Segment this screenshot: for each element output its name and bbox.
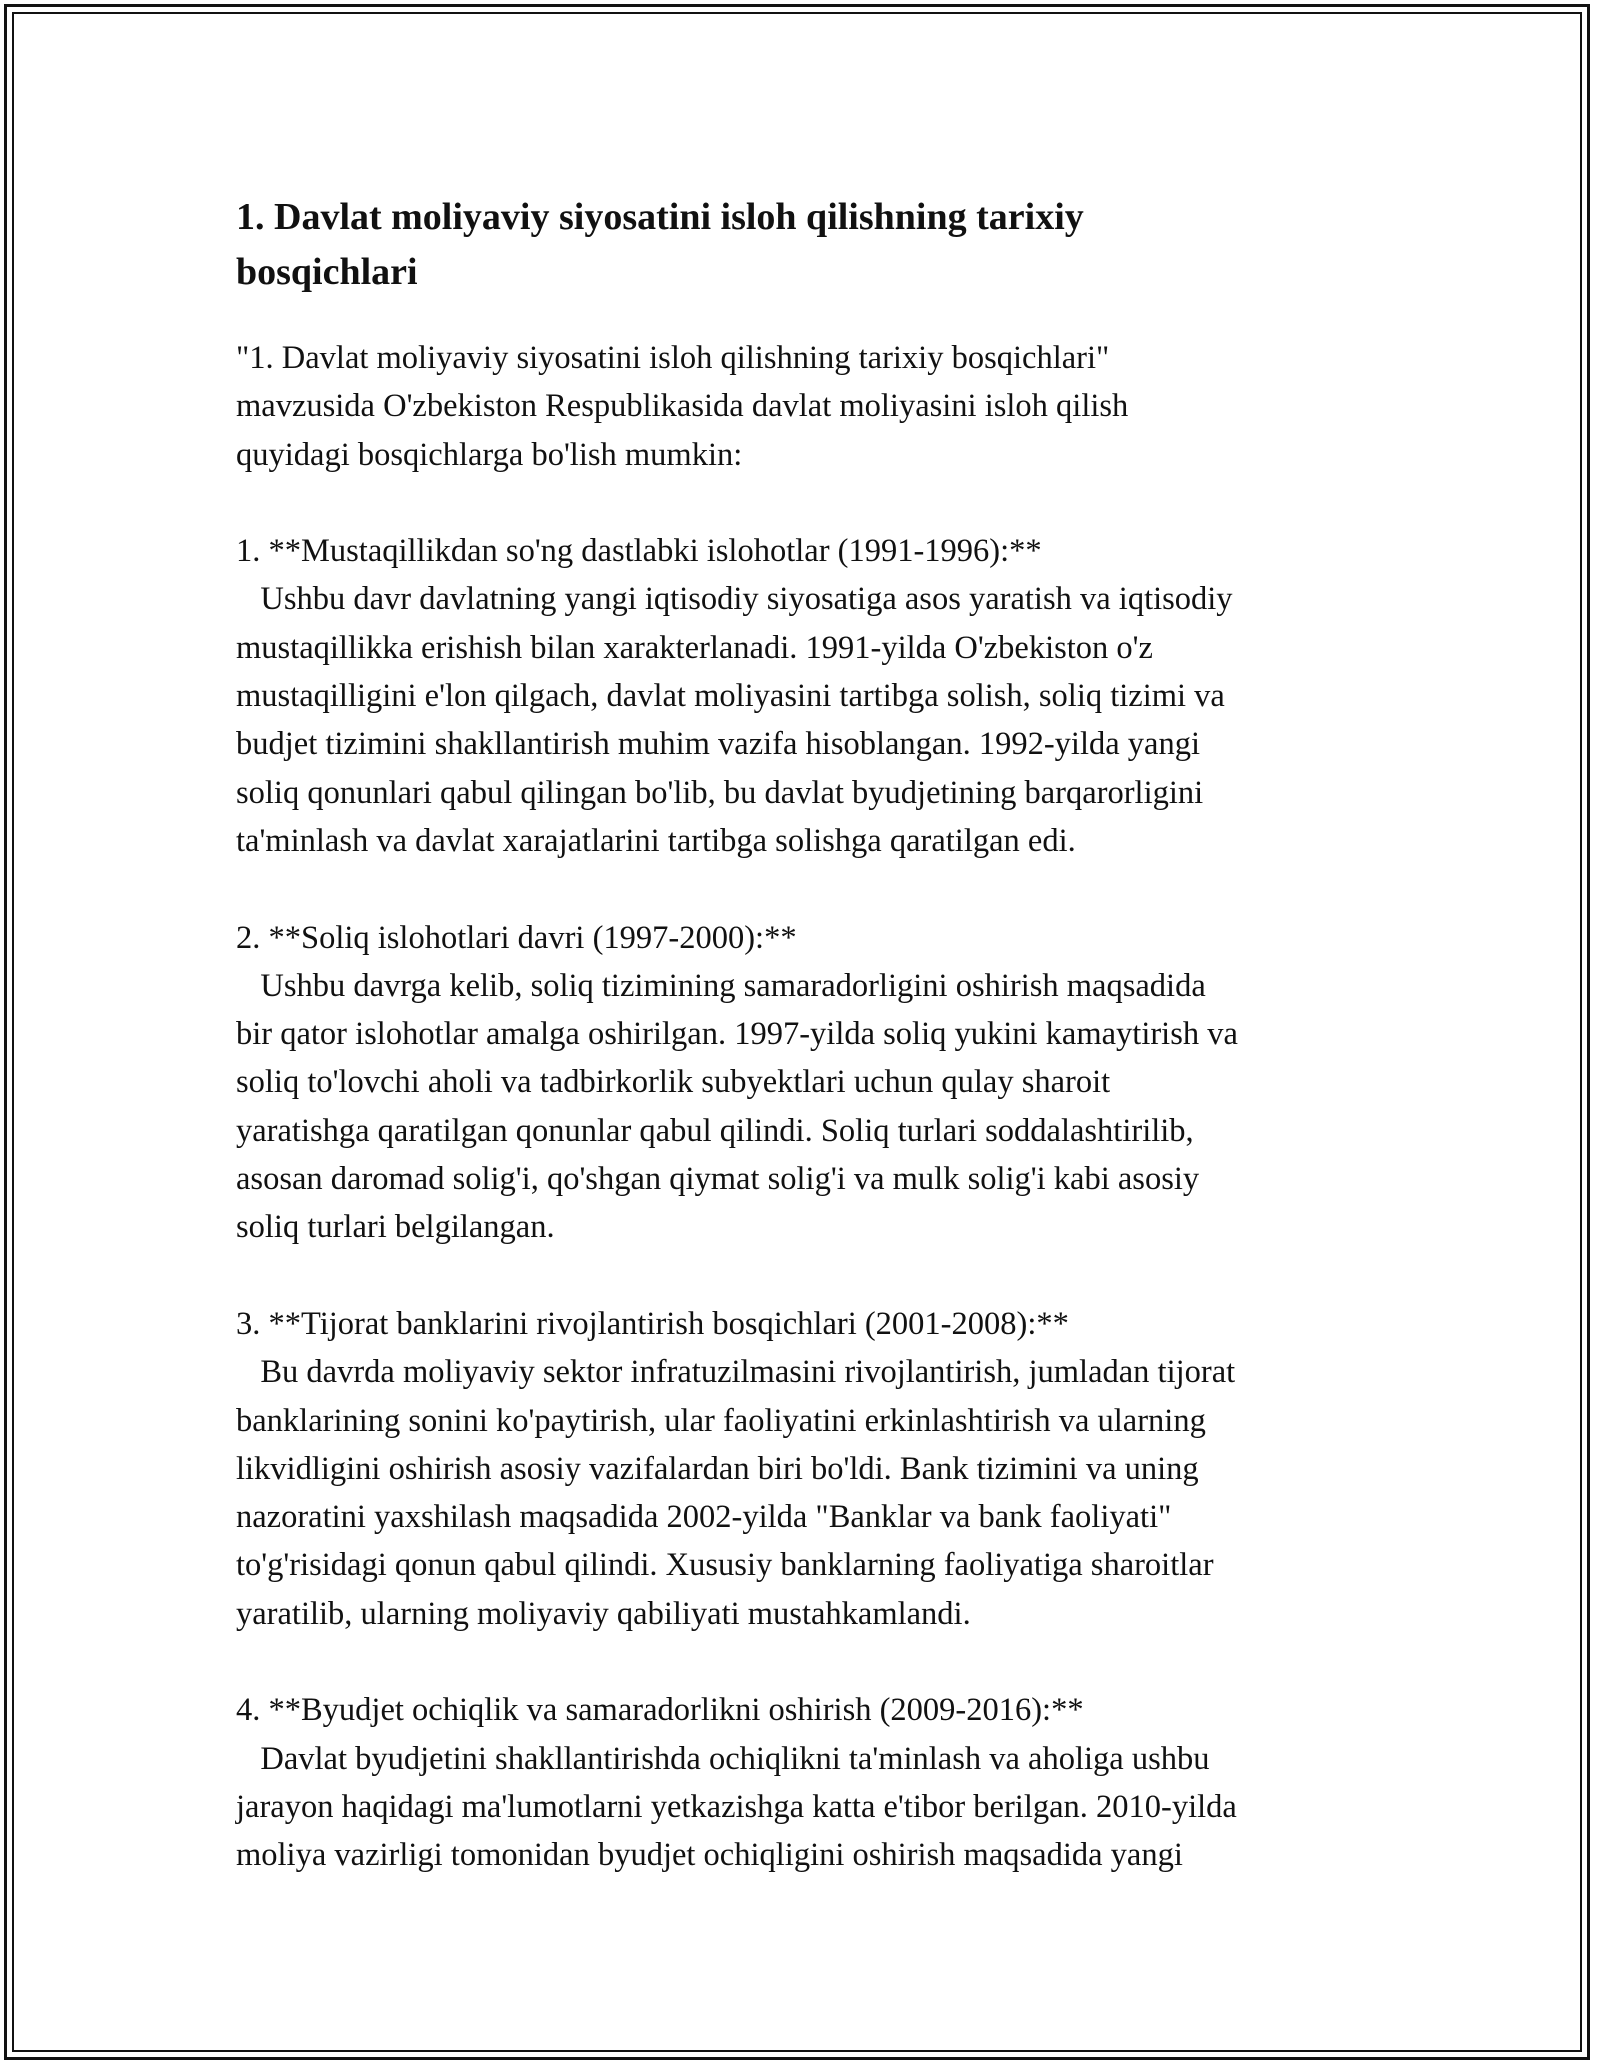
section-heading: 2. **Soliq islohotlari davri (1997-2000):** [236,919,797,956]
section-body: Ushbu davr davlatning yangi iqtisodiy siyosatiga asos yaratish va iqtisodiy mustaqillikka erishish bilan xarakterlanadi. 1991-yilda O'zbekiston o'z mustaqilligini e'lon qilgach, davlat moliyasini tartibga solish, soliq tizimi va budjet tizimini shakllantirish muhim vazifa hisoblangan. 1992-yilda yangi soliq qonunlari qabul qilingan bo'lib, bu davlat byudjetining barqarorligini ta'minlash va davlat xarajatlarini tartibga solishga qaratilgan edi. [236,581,1233,859]
section-2 [236,914,1396,1252]
section-heading: 4. **Byudjet ochiqlik va samaradorlikni oshirish (2009-2016):** [236,1692,1084,1729]
document-content [236,190,1396,1880]
section-heading: 3. **Tijorat banklarini rivojlantirish bosqichlari (2001-2008):** [236,1305,1069,1342]
intro-paragraph: "1. Davlat moliyaviy siyosatini isloh qilishning tarixiy bosqichlari" mavzusida O'zbekiston Respublikasida davlat moliyasini isloh qilish quyidagi bosqichlarga bo'lish mumkin: [236,340,1129,473]
section-3 [236,1300,1396,1638]
section-1 [236,527,1396,865]
section-heading: 1. **Mustaqillikdan so'ng dastlabki islohotlar (1991-1996):** [236,533,1042,570]
section-4 [236,1686,1396,1879]
section-body: Davlat byudjetini shakllantirishda ochiqlikni ta'minlash va aholiga ushbu jarayon haqidagi ma'lumotlarni yetkazishga katta e'tibor berilgan. 2010-yilda moliya vazirligi tomonidan byudjet ochiqligini oshirish maqsadida yangi [236,1740,1237,1874]
section-body: Bu davrda moliyaviy sektor infratuzilmasini rivojlantirish, jumladan tijorat banklarining sonini ko'paytirish, ular faoliyatini erkinlashtirish va ularning likvidligini oshirish asosiy vazifalardan biri bo'ldi. Bank tizimini va uning nazoratini yaxshilash maqsadida 2002-yilda "Banklar va bank faoliyati" to'g'risidagi qonun qabul qilindi. Xususiy banklarning faoliyatiga sharoitlar yaratilib, ularning moliyaviy qabiliyati mustahkamlandi. [236,1354,1236,1632]
section-body: Ushbu davrga kelib, soliq tizimining samaradorligini oshirish maqsadida bir qator islohotlar amalga oshirilgan. 1997-yilda soliq yukini kamaytirish va soliq to'lovchi aholi va tadbirkorlik subyektlari uchun qulay sharoit yaratishga qaratilgan qonunlar qabul qilindi. Soliq turlari soddalashtirilib, asosan daromad solig'i, qo'shgan qiymat solig'i va mulk solig'i kabi asosiy soliq turlari belgilangan. [236,967,1238,1246]
document-title: 1. Davlat moliyaviy siyosatini isloh qilishning tarixiy bosqichlari [236,196,1084,293]
